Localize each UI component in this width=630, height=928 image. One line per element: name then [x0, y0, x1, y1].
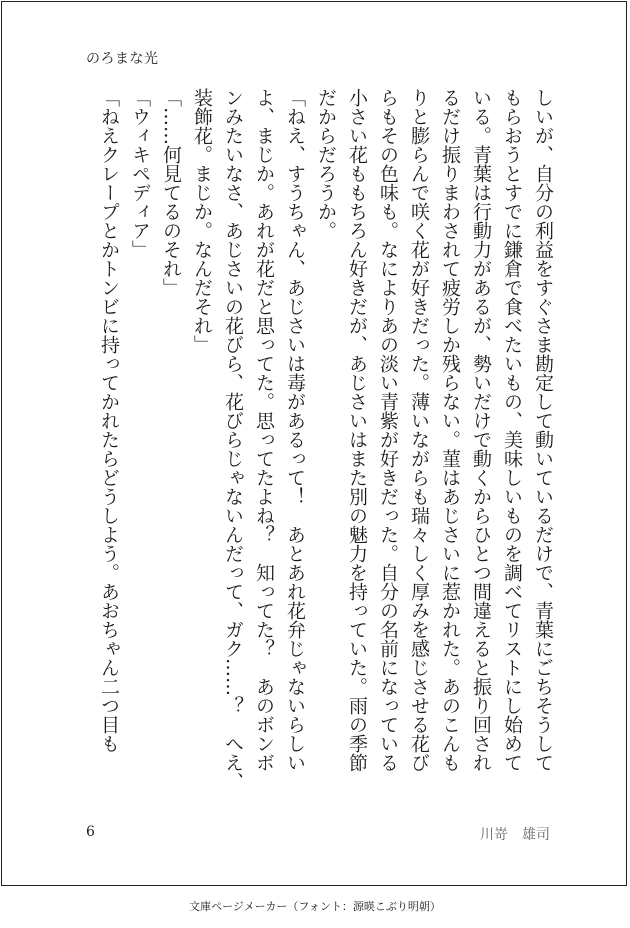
text-line: よ、まじか。あれが花だと思ってた。思ってたよね？ 知ってた？ あのボンボ	[253, 88, 275, 772]
page-number: 6	[86, 824, 95, 840]
text-line: いる。青葉は行動力があるが、勢いだけで動くからひとつ間違えると振り回され	[470, 88, 492, 772]
text-line: しいが、自分の利益をすぐさま勘定して動いているだけで、青葉にごちそうして	[532, 88, 554, 772]
text-line: ンみたいなさ、あじさいの花びら、花びらじゃないんだって、ガク……？ へえ、	[222, 88, 244, 791]
text-line: 「ウィキペディア」	[129, 88, 151, 259]
text-line: だからだろうか。	[315, 88, 337, 240]
text-line: りと膨らんで咲く花が好きだった。薄いながらも瑞々しく厚みを感じさせる花び	[408, 88, 430, 772]
text-line: もらおうとすでに鎌倉で食べたいもの、美味しいものを調べてリストにし始めて	[501, 88, 523, 772]
text-line: 「ねえ、すうちゃん、あじさいは毒があるって！ あとあれ花弁じゃないらしい	[284, 88, 306, 772]
text-line: 装飾花。まじか。なんだそれ」	[191, 88, 213, 354]
text-line: るだけ振りまわされて疲労しか残らない。菫はあじさいに惹かれた。あのこんも	[439, 88, 461, 772]
running-title: のろまな光	[86, 51, 159, 67]
book-page	[1, 1, 627, 886]
vertical-body-text	[80, 88, 558, 794]
author-name: 川嵜 雄司	[480, 827, 550, 843]
generator-caption: 文庫ページメーカー（フォント：源暎こぶり明朝）	[189, 900, 441, 913]
text-line: 「ねえクレープとかトンビに持ってかれたらどうしよう。あおちゃん二つ目も	[98, 88, 120, 753]
text-line: 「……何見てるのそれ」	[160, 88, 182, 297]
text-line: らもその色味も。なによりあの淡い青紫が好きだった。自分の名前になっている	[377, 88, 399, 772]
text-line: 小さい花ももちろん好きだが、あじさいはまた別の魅力を持っていた。雨の季節	[346, 88, 368, 772]
